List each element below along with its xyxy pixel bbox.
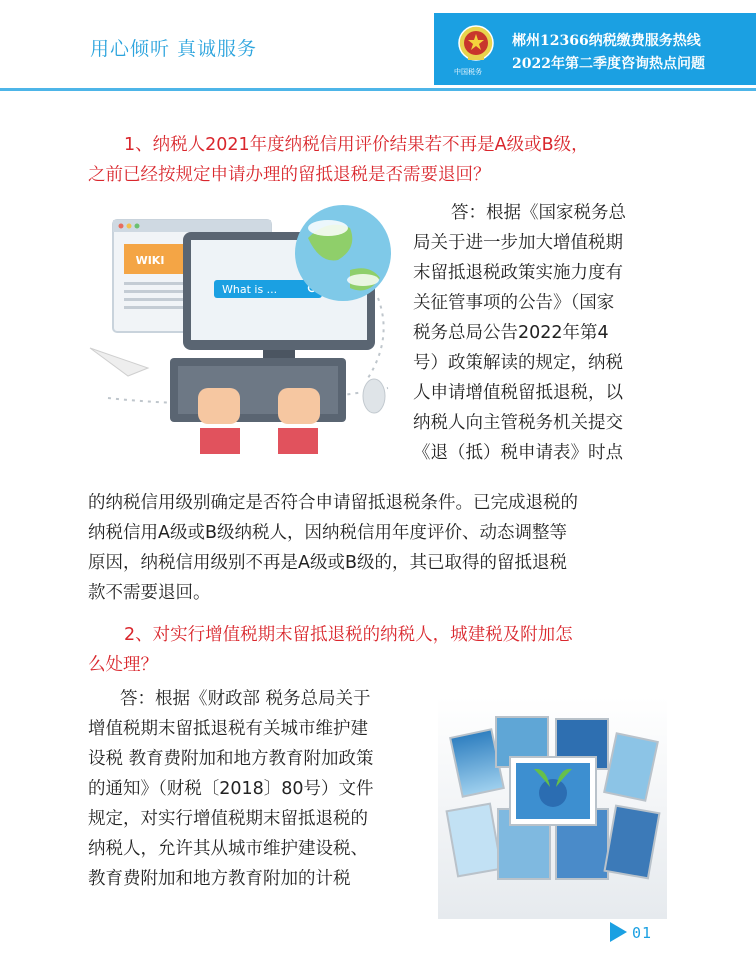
question-1 <box>88 130 668 190</box>
answer-line: 的通知》（财税〔2018〕80号）文件 <box>88 779 374 799</box>
header-divider <box>0 88 756 91</box>
answer-line: 纳税信用A级或B级纳税人，因纳税信用年度评价、动态调整等 <box>88 523 567 543</box>
search-text: What is ... <box>222 283 278 296</box>
question-line: 之前已经按规定申请办理的留抵退税是否需要退回？ <box>88 165 491 185</box>
page-number: 01 <box>632 924 653 942</box>
answer-line: 规定，对实行增值税期末留抵退税的 <box>88 809 368 829</box>
wiki-label: WIKI <box>135 254 165 267</box>
hotline-banner <box>434 13 756 85</box>
hotline-title: 郴州12366纳税缴费服务热线 <box>512 33 701 49</box>
answer-line: 原因，纳税信用级别不再是A级或B级的，其已取得的留抵退税 <box>88 553 567 573</box>
slogan: 用心倾听 真诚服务 <box>90 38 258 60</box>
answer-line: 款不需要退回。 <box>88 583 211 603</box>
question-line: 么处理？ <box>88 655 158 675</box>
answer-1-side <box>413 198 668 468</box>
question-line: 1、纳税人2021年度纳税信用评价结果若不再是A级或B级， <box>124 135 589 155</box>
screens-photo <box>438 697 667 919</box>
answer-line: 纳税人向主管税务机关提交 <box>413 413 623 433</box>
answer-line: 局关于进一步加大增值税期 <box>413 233 623 253</box>
answer-line: 号）政策解读的规定，纳税 <box>413 353 623 373</box>
answer-line: 纳税人，允许其从城市维护建设税、 <box>88 839 368 859</box>
question-2 <box>88 620 668 680</box>
hotline-subtitle: 2022年第二季度咨询热点问题 <box>512 56 705 72</box>
page-header <box>0 0 756 88</box>
answer-line: 末留抵退税政策实施力度有 <box>413 263 623 283</box>
answer-line: 的纳税信用级别确定是否符合申请留抵退税条件。已完成退税的 <box>88 493 578 513</box>
answer-line: 《退（抵）税申请表》时点 <box>413 443 623 463</box>
answer-line: 税务总局公告2022年第4 <box>413 323 609 343</box>
answer-line: 答：根据《国家税务总 <box>451 203 626 223</box>
emblem-caption: 中国税务 <box>454 68 482 76</box>
answer-line: 教育费附加和地方教育附加的计税 <box>88 869 351 889</box>
answer-line: 答：根据《财政部 税务总局关于 <box>120 689 371 709</box>
answer-1-full <box>88 488 668 608</box>
answer-2 <box>88 684 433 894</box>
play-arrow-icon <box>608 921 628 943</box>
answer-line: 人申请增值税留抵退税，以 <box>413 383 623 403</box>
computer-illustration <box>88 198 410 466</box>
answer-line: 关征管事项的公告》（国家 <box>413 293 615 313</box>
answer-line: 增值税期末留抵退税有关城市维护建 <box>88 719 368 739</box>
answer-line: 设税 教育费附加和地方教育附加政策 <box>88 749 374 769</box>
question-line: 2、对实行增值税期末留抵退税的纳税人，城建税及附加怎 <box>124 625 573 645</box>
